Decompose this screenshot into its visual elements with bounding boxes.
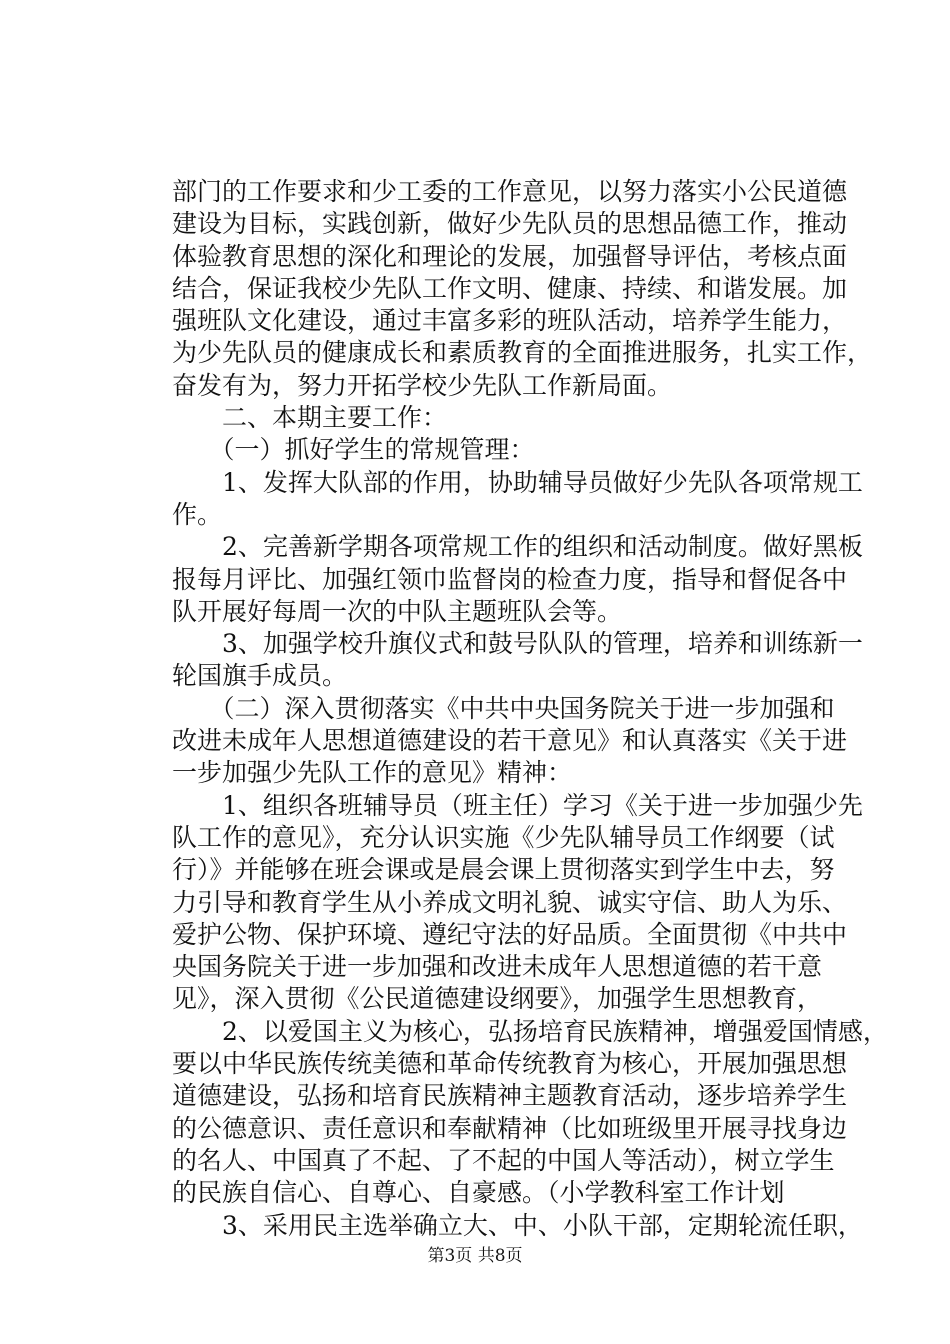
text-line: 2、以爱国主义为核心，弘扬培育民族精神，增强爱国情感， xyxy=(172,1016,888,1046)
text-line: 2、完善新学期各项常规工作的组织和活动制度。做好黑板 xyxy=(172,532,863,562)
text-line: 报每月评比、加强红领巾监督岗的检查力度，指导和督促各中 xyxy=(172,564,848,594)
subsection-heading: （二）深入贯彻落实《中共中央国务院关于进一步加强和 xyxy=(172,693,835,723)
text-line: 建设为目标，实践创新，做好少先队员的思想品德工作，推动 xyxy=(172,209,848,239)
text-line: 的民族自信心、自尊心、自豪感。（小学教科室工作计划 xyxy=(172,1178,785,1208)
text-line: 见》，深入贯彻《公民道德建设纲要》，加强学生思想教育， xyxy=(172,984,823,1014)
text-line: 一步加强少先队工作的意见》精神： xyxy=(172,758,573,788)
text-line: 道德建设，弘扬和培育民族精神主题教育活动，逐步培养学生 xyxy=(172,1081,848,1111)
text-line: 要以中华民族传统美德和革命传统教育为核心，开展加强思想 xyxy=(172,1049,848,1079)
text-line: 强班队文化建设，通过丰富多彩的班队活动，培养学生能力， xyxy=(172,306,848,336)
subsection-heading: （一）抓好学生的常规管理： xyxy=(172,435,535,465)
text-line: 央国务院关于进一步加强和改进未成年人思想道德的若干意 xyxy=(172,952,823,982)
text-line: 行）》并能够在班会课或是晨会课上贯彻落实到学生中去，努 xyxy=(172,855,835,885)
text-line: 1、组织各班辅导员（班主任）学习《关于进一步加强少先 xyxy=(172,790,863,820)
text-line: 轮国旗手成员。 xyxy=(172,661,348,691)
text-line: 改进未成年人思想道德建设的若干意见》和认真落实《关于进 xyxy=(172,726,848,756)
text-line: 的名人、中国真了不起、了不起的中国人等活动），树立学生 xyxy=(172,1145,835,1175)
text-line: 为少先队员的健康成长和素质教育的全面推进服务，扎实工作， xyxy=(172,338,873,368)
text-line: 部门的工作要求和少工委的工作意见，以努力落实小公民道德 xyxy=(172,177,848,206)
document-body xyxy=(172,176,888,1242)
text-line: 爱护公物、保护环境、遵纪守法的好品质。全面贯彻《中共中 xyxy=(172,919,848,949)
text-line: 力引导和教育学生从小养成文明礼貌、诚实守信、助人为乐、 xyxy=(172,887,848,917)
text-line: 结合，保证我校少先队工作文明、健康、持续、和谐发展。加 xyxy=(172,273,848,303)
text-line: 队开展好每周一次的中队主题班队会等。 xyxy=(172,596,623,626)
text-line: 1、发挥大队部的作用，协助辅导员做好少先队各项常规工 xyxy=(172,467,863,497)
text-line: 队工作的意见》，充分认识实施《少先队辅导员工作纲要（试 xyxy=(172,822,835,852)
section-heading: 二、本期主要工作： xyxy=(172,403,448,433)
text-line: 3、采用民主选举确立大、中、小队干部，定期轮流任职， xyxy=(172,1210,863,1240)
page-footer: 第3页 共8页 xyxy=(427,1246,523,1266)
text-line: 奋发有为，努力开拓学校少先队工作新局面。 xyxy=(172,370,673,400)
text-line: 的公德意识、责任意识和奉献精神（比如班级里开展寻找身边 xyxy=(172,1113,848,1143)
text-line: 体验教育思想的深化和理论的发展，加强督导评估，考核点面 xyxy=(172,241,848,271)
text-line: 作。 xyxy=(172,499,223,529)
text-line: 3、加强学校升旗仪式和鼓号队队的管理，培养和训练新一 xyxy=(172,629,863,659)
